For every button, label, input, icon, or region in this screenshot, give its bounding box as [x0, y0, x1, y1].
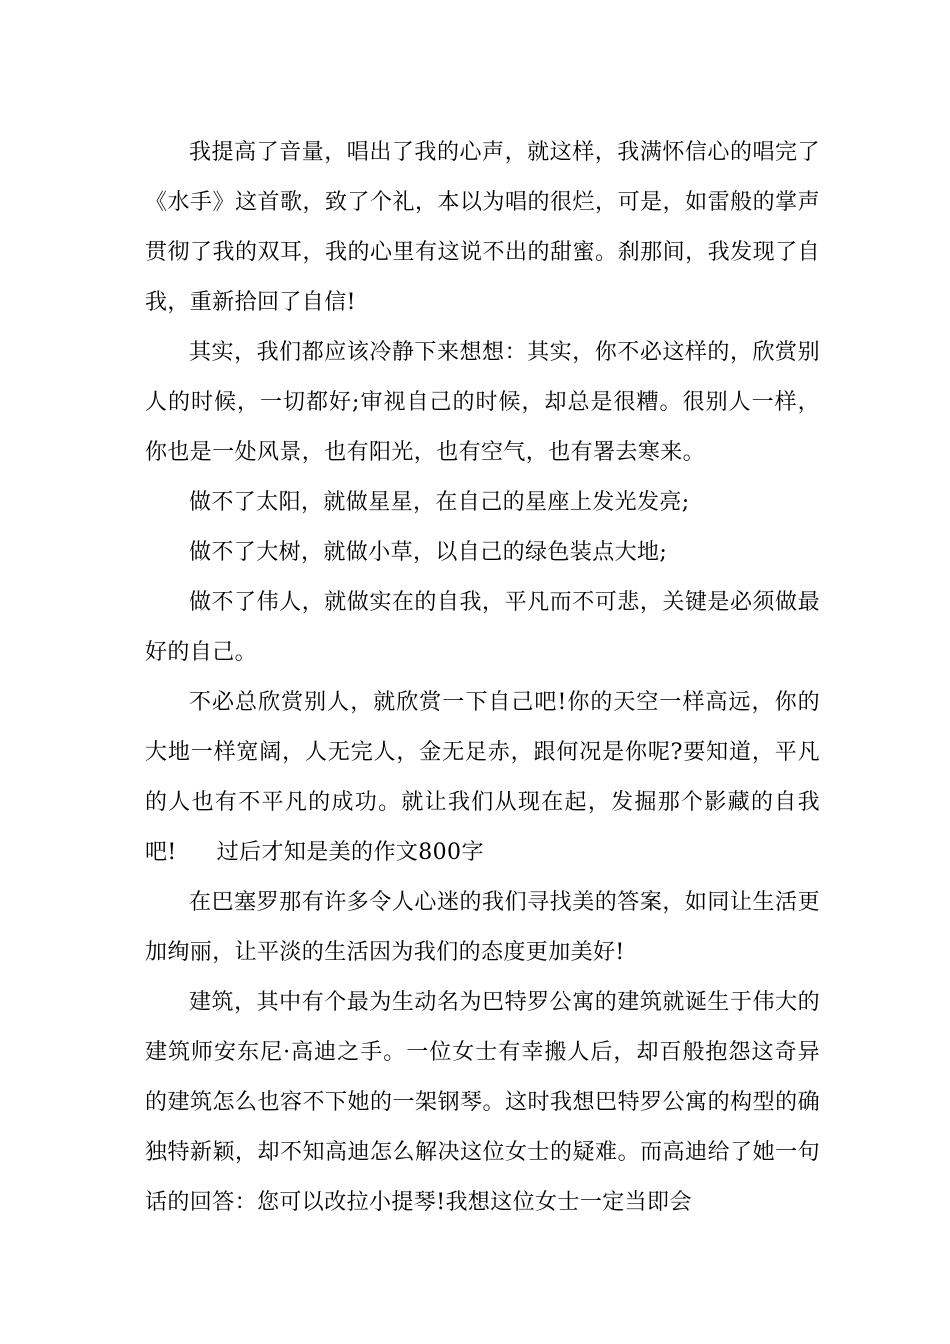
paragraph-grass: 做不了大树，就做小草，以自己的绿色装点大地;: [189, 540, 668, 565]
paragraph-self: 做不了伟人，就做实在的自我，平凡而不可悲，关键是必须做最好的自己。: [145, 590, 820, 665]
next-article-title: 过后才知是美的作文800字: [216, 840, 484, 865]
document-body: [145, 128, 820, 1228]
paragraph-calm-reflection: 其实，我们都应该冷静下来想想：其实，你不必这样的，欣赏别人的时候，一切都好;审视自己的时候，却总是很糟。很别人一样，你也是一处风景，也有阳光，也有空气，也有署去寒来。: [145, 340, 820, 465]
paragraph-appreciate-self-text: 不必总欣赏别人，就欣赏一下自己吧!你的天空一样高远，你的大地一样宽阔，人无完人，金无足赤，跟何况是你呢?要知道，平凡的人也有不平凡的成功。就让我们从现在起，发掘那个影藏的自我吧!: [145, 690, 821, 865]
paragraph-appreciate-self: [145, 678, 820, 878]
paragraph-singing: 我提高了音量，唱出了我的心声，就这样，我满怀信心的唱完了《水手》这首歌，致了个礼，本以为唱的很烂，可是，如雷般的掌声贯彻了我的双耳，我的心里有这说不出的甜蜜。刹那间，我发现了自我，重新拾回了自信!: [145, 140, 820, 315]
paragraph-batllo: 建筑，其中有个最为生动名为巴特罗公寓的建筑就诞生于伟大的建筑师安东尼·高迪之手。一位女士有幸搬人后，却百般抱怨这奇异的建筑怎么也容不下她的一架钢琴。这时我想巴特罗公寓的构型的确独特新颖，却不知高迪怎么解决这位女士的疑难。而高迪给了她一句话的回答：您可以改拉小提琴!我想这位女士一定当即会: [145, 990, 820, 1215]
paragraph-star: 做不了太阳，就做星星，在自己的星座上发光发亮;: [189, 490, 690, 515]
paragraph-barcelona: 在巴塞罗那有许多令人心迷的我们寻找美的答案，如同让生活更加绚丽，让平淡的生活因为我们的态度更加美好!: [145, 890, 820, 965]
